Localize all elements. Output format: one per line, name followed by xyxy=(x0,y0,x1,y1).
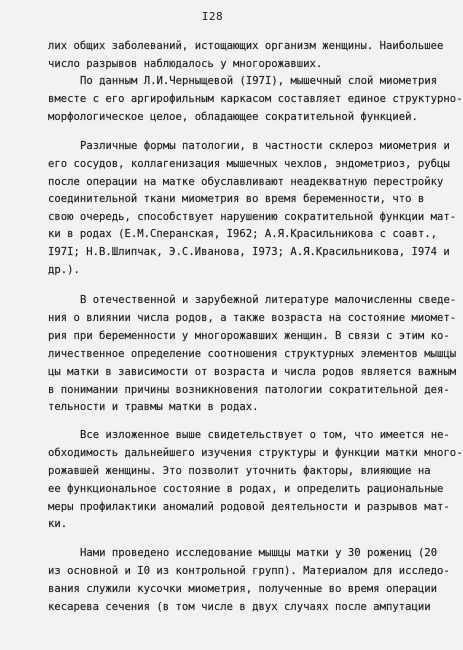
text-line: в понимании причины возникновения патологии сократительной дея- xyxy=(48,384,450,396)
text-line: лих общих заболеваний, истощающих организм женщины. Наибольшее xyxy=(48,40,444,52)
text-line: рожавшей женщины. Это позволит уточнить факторы, влияющие на xyxy=(48,465,431,477)
text-line: меры профилактики аномалий родовой деятельности и разрывов мат- xyxy=(48,501,450,513)
text-line: тельности и травмы матки в родах. xyxy=(48,401,259,413)
text-line: рия при беременности у многорожавших женщин. В связи с этим ко- xyxy=(48,330,450,342)
text-line: Все изложенное выше свидетельствует о том, что имеется не- xyxy=(80,429,450,441)
text-line: ки в родах (Е.М.Сперанская, I962; А.Я.Красильникова с соавт., xyxy=(48,228,438,240)
text-line: личественное определение соотношения структурных элементов мышцы xyxy=(48,348,457,360)
text-line: из основной и I0 из контрольной групп). Материалом для исследо- xyxy=(48,565,450,577)
text-line: I97I; Н.В.Шлипчак, Э.С.Иванова, I973; А.Я.Красильникова, I974 и xyxy=(48,246,450,258)
text-line: ее функциональное состояние в родах, и определить рациональные xyxy=(48,483,444,495)
page-number: I28 xyxy=(201,10,224,23)
text-line: цы матки в зависимости от возраста и числа родов является важным xyxy=(48,366,457,378)
text-line: число разрывов наблюдалось у многорожавших. xyxy=(48,58,323,70)
text-line: соединительной ткани миометрия во время беременности, что в xyxy=(48,193,425,205)
text-line: после операции на матке обуславливают неадекватную перестройку xyxy=(48,176,444,188)
text-line: обходимость дальнейшего изучения структуры и функции матки много- xyxy=(48,447,463,459)
text-line: Различные формы патологии, в частности склероз миометрия и xyxy=(80,140,450,152)
text-line: ки. xyxy=(48,518,68,530)
text-line: кесарева сечения (в том числе в двух случаях после ампутации xyxy=(48,601,431,613)
text-line: др.). xyxy=(48,264,80,276)
text-line: вместе с его аргирофильным каркасом составляет единое структурно- xyxy=(48,93,463,105)
text-line: В отечественной и зарубежной литературе малочисленны сведе- xyxy=(80,294,457,306)
text-line: вания служили кусочки миометрия, полученные во время операции xyxy=(48,583,438,595)
text-line: По данным Л.И.Черныщевой (I97I), мышечный слой миометрия xyxy=(80,75,438,87)
text-line: морфологическое целое, обладающее сократительной функцией. xyxy=(48,111,418,123)
text-line: свою очередь, способствует нарушению сократительной функции мат- xyxy=(48,211,457,223)
text-line: его сосудов, коллагенизация мышечных чехлов, эндометриоз, рубцы xyxy=(48,158,450,170)
text-line: Нами проведено исследование мышцы матки у 30 рожениц (20 xyxy=(80,547,438,559)
text-line: ния о влиянии числа родов, а также возраста на состояние миомет- xyxy=(48,312,457,324)
